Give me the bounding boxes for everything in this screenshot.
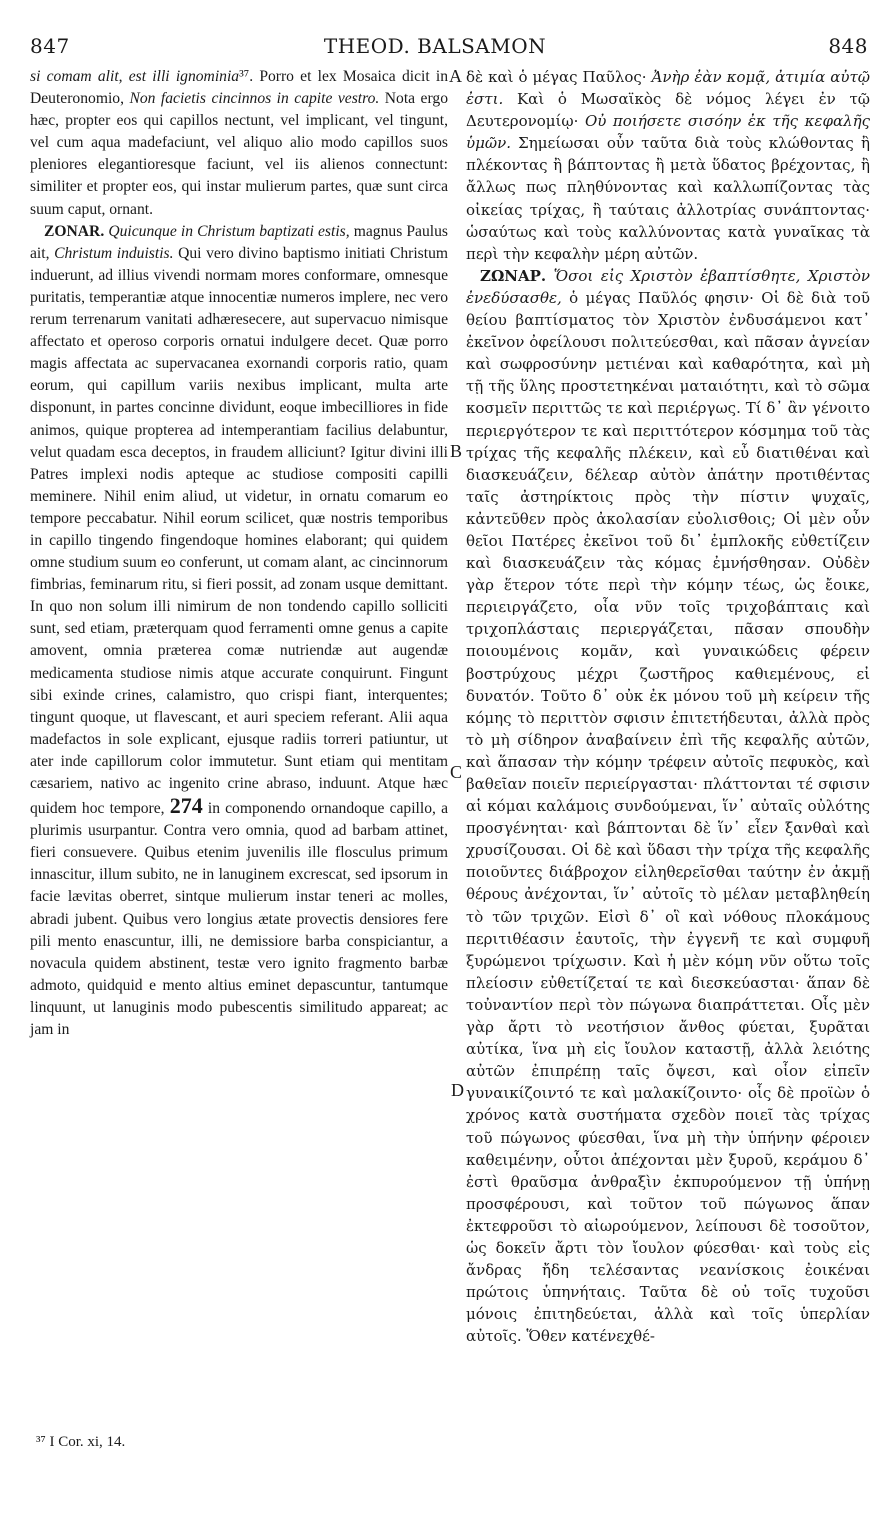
text-run: Nota ergo hæc, propter eos qui capillos nectunt, vel implicant, vel tingunt, vel cum aqua madefaciunt, vel aliquo alio modo capillos suos pleniores elegantioresque faciunt, vel iis alienos connectunt: similiter et propter eos, qui instar mulierum partes, quæ sunt circa suum caput, ornant. bbox=[30, 90, 448, 218]
page-header bbox=[0, 34, 870, 64]
text-run: ³⁷. Porro et lex Mosaica dicit in Deuteronomio, bbox=[30, 68, 448, 108]
text-run: Quicunque in Christum baptizati estis, bbox=[108, 222, 350, 240]
page-number-right: 848 bbox=[828, 34, 868, 58]
page-number-left: 847 bbox=[30, 34, 70, 58]
text-run: Καὶ ὁ Μωσαϊκὸς δὲ νόμος λέγει ἐν τῷ Δευτερονομίῳ· bbox=[466, 90, 870, 131]
margin-letter-a: A bbox=[449, 66, 462, 86]
text-run: ὁ μέγας Παῦλός φησιν· Οἱ δὲ διὰ τοῦ θείου βαπτίσματος τὸν Χριστὸν ἐνδυσάμενοι κατ᾿ ἐκεῖνον ὀφείλουσι πολιτεύεσθαι, καὶ πᾶσαν ἁγνείαν καὶ σωφροσύνην μετιέναι καὶ καθαρότητα, καὶ μὴ τῇ τῆς ὕλης προστετηκέναι ματαιότητι, καὶ τὸ σῶμα κοσμεῖν περιττῶς τε καὶ περιέργως. Τί δ᾿ ἂν γένοιτο περιεργότερον τε καὶ περιττότερον κόσμημα τοῦ τὰς τρίχας τῆς κεφαλῆς πλέκειν, καὶ εὖ διατιθέναι καὶ διασκευάζειν, δέλεαρ αὐτὸν ἀπάτην προτιθέντας ταῖς ἀστηρίκτοις πρὸς τὴν πίστιν ψυχαῖς, κἀντεῦθεν πρὸς ἀκολασίαν εὐολισθοις; Οἱ μὲν οὖν θεῖοι Πατέρες ἐκεῖνοι τοῦ δι᾿ ἐμπλοκῆς εὐθετίζειν καὶ διασκευάζειν τὰς κόμας ἐμνήσθησαν. Οὐδὲν γὰρ ἕτερον τότε περὶ τὴν κόμην τέως, ὡς ἔοικε, περιειργάζετο, οἷα νῦν τοῖς τριχοβάπταις καὶ τριχοπλάσταις περιεργάζεται, πᾶσαν σπουδὴν ποιουμένοις κομᾶν, καὶ γυναικώδεις φέρειν βοστρύχους μέχρι ζωστῆρος καθιεμένους, εἰ δυνατόν. Τοῦτο δ᾿ οὐκ ἐκ μόνου τοῦ μὴ κείρειν τῆς κόμης τὸ περιττὸν σφισιν ἐπιτετήδευται, ἀλλὰ πρὸς τὸ μὴ σίδηρον ἀναβαίνειν ἐπὶ τῆς κεφαλῆς αὐτῶν, καὶ ἅπασαν τὴν κόμην τρέφειν αὐτοῖς πεφυκὸς, καὶ βαθεῖαν ποιεῖν περιείργασται· πλάττονται τέ σφισιν αἱ κόμαι καλάμοις συνδούμεναι, ἵν᾿ αὐταῖς οὐλότης προσγένηται· καὶ βάπτονται δὲ ἵν᾿ εἶεν ξανθαὶ καὶ χρυσίζουσαι. Οἱ δὲ καὶ ὕδασι τὴν τρίχα τῆς κεφαλῆς ποιοῦντες διάβροχον εἱληθερεῖσθαι ταύτην ἐν ἀκμῇ θέρους ἀνέχονται, ἵν᾿ αὐτοῖς τὸ μέλαν μεταβληθείη τὸ τῶν τριχῶν. Εἰσὶ δ᾿ οἳ καὶ νόθους πλοκάμους περιτιθέασιν ἑαυτοῖς, τὴν ἐγγενῆ τε καὶ συμφυῆ ξυρώμενοι τρίχωσιν. Καὶ ἡ μὲν κόμη νῦν οὕτω τοῖς πλείοσιν εὐθετίζεταί τε καὶ διεσκεύασται· ἅπαν δὲ τοὐναντίον περὶ τὸν πώγωνα διαπράττεται. Οἷς μὲν γὰρ ἄρτι τὸ νεοτήσιον ἄνθος φύεται, ξυρᾶται αὐτίκα, ἵνα μὴ εἰς ἴουλον καταστῇ, ἀλλὰ λειότης αὐτῶν ἐπιπρέπῃ ταῖς ὄψεσι, καὶ οἷον εἰπεῖν γυναικίζοιντό τε καὶ μαλακίζοιντο· οἷς δὲ προϊὼν ὁ χρόνος κατὰ συστήματα σχεδὸν ποιεῖ τὰς τρίχας τοῦ πώγωνος φύεσθαι, ἵνα μὴ τὴν ὑπήνην φέροιεν καθειμένην, οὗτοι ἀπέχονται μὲν ξυροῦ, κεράμου δ᾿ ἐστὶ θραῦσμα ἀνθραξὶν ἐκπυρούμενον τῇ ὑπήνῃ προσφέρουσι, καὶ τοῦτον τοῦ πώγωνος ἅπαν ἐκτεφροῦσι τὸ αἰωρούμενον, λείπουσι δὲ τοσοῦτον, ὡς δοκεῖν ἄρτι τὸν ἴουλον φύεσθαι· καὶ τοὺς εἰς ἄνδρας ἤδη τελέσαντας νεανίσκοις ἐοικέναι πρώτοις ὑπηνήταις. Ταῦτα δὲ οὐ τοῖς τυχοῦσι μόνοις ἐπιτηδεύεται, ἀλλὰ καὶ τοῖς ὑπερλίαν αὐτοῖς. Ὅθεν κατένεχθέ- bbox=[466, 288, 870, 1346]
greek-column bbox=[466, 66, 870, 1347]
text-run: Ὅσοι εἰς Χριστὸν ἐβαπτίσθητε, Χριστὸν ἐνεδύσασθε, bbox=[466, 266, 870, 307]
margin-letter-c: C bbox=[450, 762, 463, 782]
latin-paragraph bbox=[30, 221, 448, 1041]
margin-letter-d: D bbox=[451, 1080, 464, 1100]
text-run: Non facietis cincinnos in capite vestro. bbox=[129, 90, 380, 108]
running-title: THEOD. BALSAMON bbox=[323, 34, 547, 58]
text-run: Christum induistis. bbox=[54, 244, 174, 262]
text-run bbox=[546, 267, 554, 285]
footnote: ³⁷ I Cor. xi, 14. bbox=[36, 1434, 126, 1450]
latin-column bbox=[30, 66, 448, 1041]
margin-letter-b: B bbox=[450, 441, 463, 461]
text-run: ΖΩΝΑΡ. bbox=[480, 266, 547, 285]
greek-paragraph bbox=[466, 66, 870, 265]
text-run: Σημείωσαι οὖν ταῦτα διὰ τοὺς κλώθοντας ἢ πλέκοντας ἢ βάπτοντας ἢ μετὰ ὕδατος βρέχοντας, ἢ ἄλλως πως πληθύνοντας καὶ καλλωπίζοντας τὰς οἰκείας τρίχας, ἢ ταύταις ἀλλοτρίας συνάπτοντας· ὡσαύτως καὶ τοὺς καλλύνοντας κατὰ γυναῖκας τὰ περὶ τὴν κεφαλὴν μέρη αὐτῶν. bbox=[466, 134, 870, 263]
text-run: in componendo ornandoque capillo, a plurimis usurpantur. Contra vero omnia, quod ad barbam attinet, fieri consuevere. Quibus etenim juvenilis ille flosculus primum innascitur, illum subito, ne in lanuginem excrescat, sed ipsorum in facie lævitas oberret, sintque mulierum instar teneri ac molles, abradi jubent. Quibus vero longius ætate provectis densiores fere pili mento enascuntur, illi, ne demissiore barba conspiciantur, a novacula quidem abstinent, testæ vero ignito fragmento barbæ admoto, quidquid e mento altius eminet depascuntur, tantumque linquunt, ut lanuginis modo pubescentis similitudo appareat; ac jam in bbox=[30, 800, 448, 1039]
text-run: magnus Paulus ait, bbox=[30, 222, 448, 262]
text-run: Οὐ ποιήσετε σισόην ἐκ τῆς κεφαλῆς ὑμῶν. bbox=[466, 112, 870, 153]
latin-paragraph bbox=[30, 66, 448, 221]
text-run: si comam alit, est illi ignominia bbox=[30, 68, 240, 85]
text-run: Qui vero divino baptismo initiati Christum induerunt, ad illius vivendi normam mores conformare, omnesque puritatis, temperantiæ atque innocentiæ numeros implere, nec vero rerum terrenarum vanitati adhæresecere, aut supervacuo nimisque affectato et operoso corporis ornatui indulgere decet. Quæ porro magis affectata ac supervacanea exornandi corporis ratio, quam eorum, qui capillum variis nexibus implicant, multa arte disponunt, in partes concinne dividunt, eoque imbecilliores in fide animos, quique propterea ad intemperantiam facilius delabuntur, velut quadam esca deceptos, in fraudem alliciunt? Igitur divini illi Patres implexi nodis apteque ac studiose compositi capilli meminere. Nihil enim aliud, ut videtur, in ornatu comarum eo tempore peccabatur. Nihil eorum scilicet, quæ nostris temporibus in capillo tingendo fingendoque homines elaborant; qui quidem omne studium suum eo conferunt, ut comam alant, ac cincinnorum fimbrias, feminarum ritu, si fieri possit, ad zonam usque demittant. In quo non solum illi nimirum de non tondendo capillo solliciti sunt, sed etiam, præterquam quod ferramenti omne genus a capite amovent, omnia præterea comæ nutriendæ aut augendæ medicamenta studiose nimis atque accurate conquirunt. Fingunt sibi exinde crines, calamistro, quo crispi fiant, interquentes; tingunt quoque, ut flavescant, et auri speciem referant. Alii aqua madefactos in sole explicant, ejusque radiis torreri patiuntur, ut ater inde capillorum color immutetur. Sunt etiam qui mentitam cæsariem, nativo ac ingenito crine abraso, induunt. Atque hæc quidem hoc tempore, bbox=[30, 244, 449, 818]
text-run: δὲ καὶ ὁ μέγας Παῦλος· bbox=[466, 68, 652, 86]
text-run: Ἀνὴρ ἐὰν κομᾷ, ἀτιμία αὐτῷ ἐστι. bbox=[466, 68, 870, 109]
text-run: 274 bbox=[169, 793, 203, 819]
text-run: ZONAR. bbox=[44, 222, 105, 240]
greek-paragraph bbox=[466, 265, 870, 1348]
